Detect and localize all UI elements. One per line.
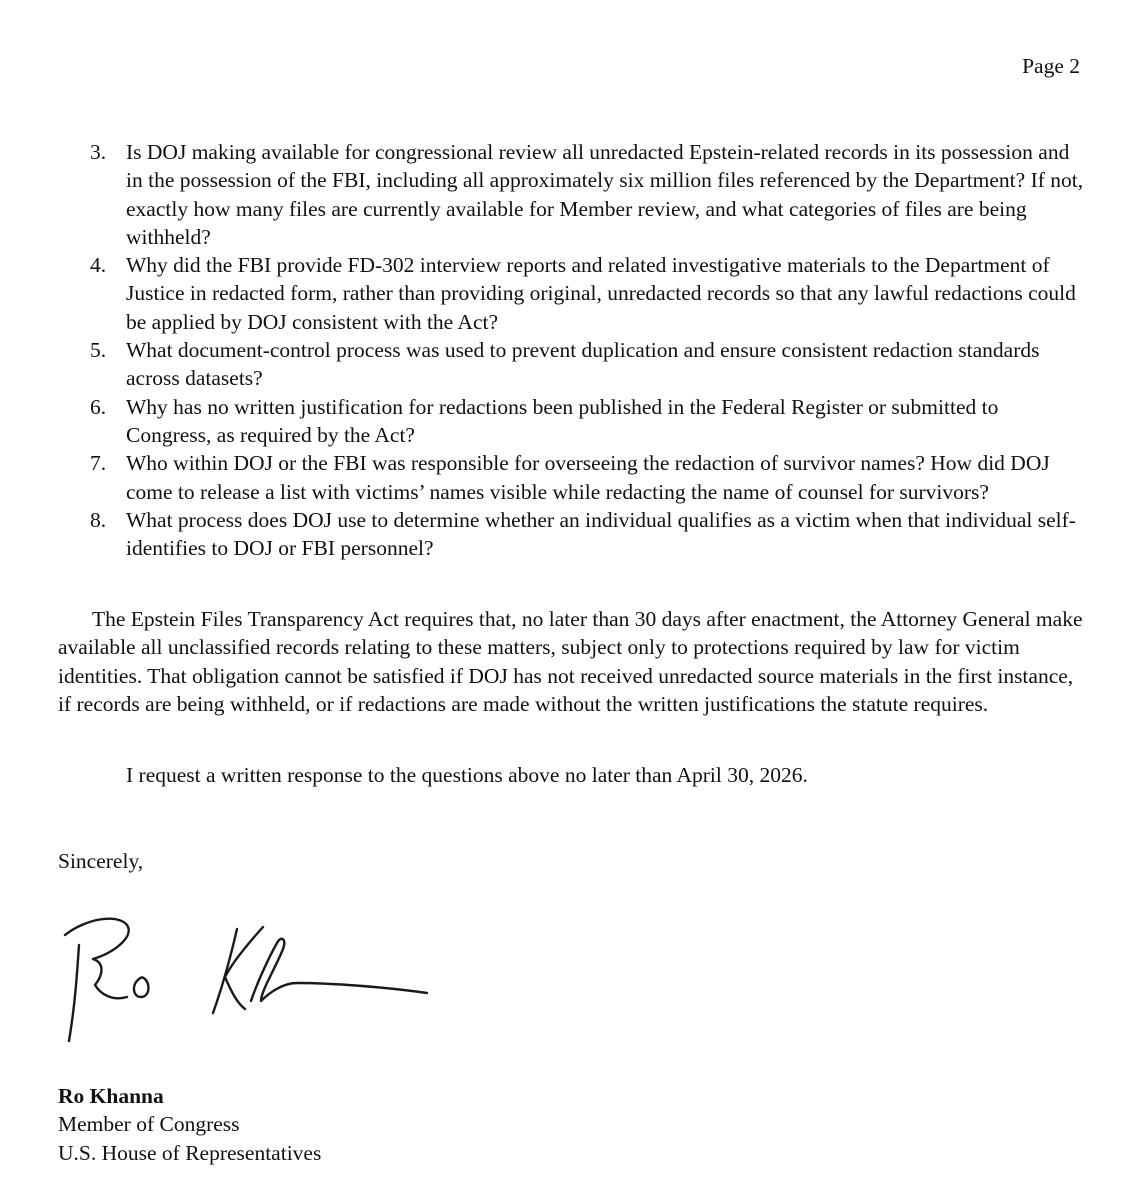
- question-text: Why did the FBI provide FD-302 interview reports and related investigative materials to the Department of Justice in redacted form, rather than providing original, unredacted records so that any lawful redactions could be applied by DOJ consistent with the Act?: [126, 253, 1076, 334]
- question-item: [58, 138, 1088, 251]
- question-item: [58, 251, 1088, 336]
- question-text: What process does DOJ use to determine whether an individual qualifies as a victim when that individual self-identifies to DOJ or FBI personnel?: [126, 507, 1076, 561]
- signer-title: Member of Congress: [58, 1112, 240, 1137]
- question-text: What document-control process was used to prevent duplication and ensure consistent redaction standards across datasets?: [126, 338, 1040, 391]
- question-item: [58, 506, 1088, 563]
- question-number: 3.: [90, 140, 107, 164]
- salutation: Sincerely,: [58, 849, 144, 873]
- handwritten-signature: [55, 905, 445, 1055]
- question-text: Who within DOJ or the FBI was responsible for overseeing the redaction of survivor names? How did DOJ come to release a list with victims’ names visible while redacting the name of counsel for survivors?: [126, 451, 1050, 504]
- question-number: 6.: [90, 394, 107, 419]
- signer-office: U.S. House of Representatives: [58, 1140, 322, 1165]
- request-line: I request a written response to the questions above no later than April 30, 2026.: [126, 763, 808, 787]
- question-text: Is DOJ making available for congressional review all unredacted Epstein-related records in its possession and in the possession of the FBI, including all approximately six million files referenced by the Department? If not, exactly how many files are currently available for Member review, and what categories of files are being withheld?: [126, 140, 1084, 249]
- question-number: 7.: [90, 451, 107, 476]
- question-item: [58, 393, 1088, 450]
- page-number: Page 2: [1022, 54, 1080, 78]
- signer-name: Ro Khanna: [58, 1084, 164, 1108]
- question-text: Why has no written justification for redactions been published in the Federal Register or submitted to Congress, as required by the Act?: [126, 394, 999, 447]
- question-item: [58, 449, 1088, 506]
- question-item: [58, 336, 1088, 393]
- question-number: 5.: [90, 338, 107, 363]
- question-number: 4.: [90, 253, 107, 278]
- question-list: [58, 138, 1088, 562]
- signature-block: [58, 1082, 321, 1167]
- question-number: 8.: [90, 507, 107, 532]
- closing-paragraph: The Epstein Files Transparency Act requires that, no later than 30 days after enactment, the Attorney General make available all unclassified records relating to these matters, subject only to protections required by law for victim identities. That obligation cannot be satisfied if DOJ has not received unredacted source materials in the first instance, if records are being withheld, or if redactions are made without the written justifications the statute requires.: [58, 607, 1083, 716]
